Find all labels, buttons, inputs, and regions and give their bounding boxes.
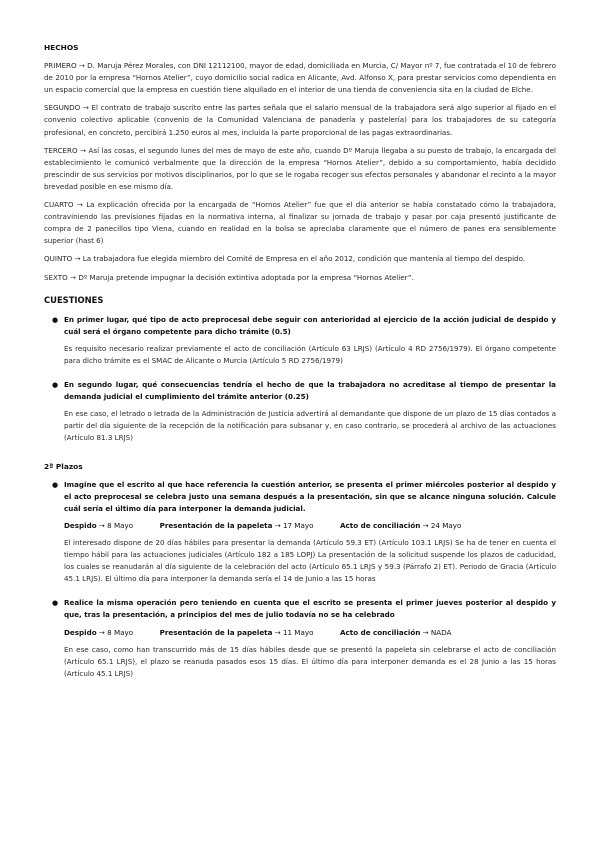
question-4-dates: [44, 627, 556, 639]
question-2-text: En segundo lugar, qué consecuencias tendría el hecho de que la trabajadora no acreditase al tiempo de presentar la demanda judicial el cumplimiento del trámite anterior (0.25): [64, 380, 556, 402]
question-3: [44, 479, 556, 515]
bullet-icon: ●: [52, 315, 59, 324]
answer-1: Es requisito necesario realizar previamente el acto de conciliación (Artículo 63 LRJS) (Artículo 4 RD 2756/1979). El órgano competente para dicho trámite es el SMAC de Alicante o Murcia (Artículo 5 RD 2756/1979): [64, 343, 556, 365]
despido-label: Despido: [64, 627, 97, 637]
question-1-text: En primer lugar, qué tipo de acto preprocesal debe seguir con anterioridad al ejercicio de la acción judicial de despido y cuál será el órgano competente para dicho trámite (0.5): [64, 314, 556, 336]
bullet-icon: ●: [52, 599, 59, 608]
question-4: [44, 597, 556, 621]
answer-4: En ese caso, como han transcurrido más de 15 días hábiles desde que se presentó la papeleta sin celebrarse el acto de conciliación (Artículo 65.1 LRJS), el plazo se reanuda pasados esos 15 días. El último día para interponer demanda es el 28 Junio a las 15 horas (Artículo 45.1 LRJS): [64, 644, 556, 678]
hechos-heading: HECHOS: [44, 43, 79, 52]
question-2: [44, 379, 556, 403]
hecho-primero: PRIMERO → D. Maruja Pérez Morales, con DNI 12112100, mayor de edad, domiciliada en Murcia, C/ Mayor nº 7, fue contratada el 10 de febrero de 2010 por la empresa “Hornos Atelier”, cuyo domicilio social radica en Alicante, Avd. Alfonso X, para prestar servicios como dependienta en un espacio comercial que la empresa en cuestión tiene alquilado en el interior de una tienda de conveniencia sita en la ciudad de Elche.: [44, 61, 556, 95]
hecho-quinto: QUINTO → La trabajadora fue elegida miembro del Comité de Empresa en el año 2012, condición que mantenía al tiempo del despido.: [44, 254, 526, 264]
despido-label: Despido: [64, 520, 97, 530]
despido-value: → 8 Mayo: [98, 627, 134, 637]
acto-value: → NADA: [422, 627, 452, 637]
question-3-dates: [44, 520, 556, 532]
despido-value: → 8 Mayo: [98, 520, 134, 530]
question-1: [44, 314, 556, 338]
papeleta-label: Presentación de la papeleta: [159, 520, 273, 530]
bullet-icon: ●: [52, 480, 59, 489]
acto-label: Acto de conciliación: [340, 520, 421, 530]
hecho-cuarto: CUARTO → La explicación ofrecida por la encargada de “Hornos Atelier” fue que el día anterior se había constatado cómo la trabajadora, contraviniendo las previsiones fijadas en la normativa interna, al finalizar su jornada de trabajo y pasar por caja presentó justificante de compra de 2 panecillos tipo Viena, cuando en realidad en la bolsa se apreciaba claramente que el número de panes era sensiblemente superior (hast 6): [44, 200, 556, 246]
answer-2: En ese caso, el letrado o letrada de la Administración de Justicia advertirá al demandante que dispone de un plazo de 15 días contados a partir del día siguiente de la recepción de la notificación para subsanar y, en caso contrario, se procederá al archivo de las actuaciones (Artículo 81.3 LRJS): [64, 409, 556, 443]
hecho-segundo: SEGUNDO → El contrato de trabajo suscrito entre las partes señala que el salario mensual de la trabajadora será algo superior al fijado en el convenio colectivo aplicable (convenio de la Comunidad Valenciana de panadería y pastelería) para los trabajadores de su categoría profesional, en concreto, percibirá 1.250 euros al mes, incluida la parte proporcional de las pagas extraordinarias.: [44, 103, 556, 137]
answer-3: El interesado dispone de 20 días hábiles para presentar la demanda (Artículo 59.3 ET) (Artículo 103.1 LRJS) Se ha de tener en cuenta el tiempo hábil para las actuaciones judiciales (Artículo 182 a 185 LOPJ) La presentación de la solicitud suspende los plazos de caducidad, los cuales se reanudarán al día siguiente de la celebración del acto (Artículo 65.1 LRJS y 59.3 (Párrafo 2) ET). Periodo de Gracia (Artículo 45.1 LRJS). El último día para interponer la demanda sería el 14 de Junio a las 15 horas: [64, 538, 556, 584]
question-3-text: Imagine que el escrito al que hace referencia la cuestión anterior, se presenta el primer miércoles posterior al despido y el acto preprocesal se celebra justo una semana después a la presentación, sin que se alcance ninguna solución. Calcule cuál sería el último día para interponer la demanda judicial.: [64, 479, 556, 513]
papeleta-value: → 17 Mayo: [274, 520, 314, 530]
plazos-heading: 2ª Plazos: [44, 461, 83, 471]
hecho-sexto: SEXTO → Dº Maruja pretende impugnar la decisión extintiva adoptada por la empresa “Hornos Atelier”.: [44, 272, 414, 282]
bullet-icon: ●: [52, 381, 59, 390]
hecho-tercero: TERCERO → Así las cosas, el segundo lunes del mes de mayo de este año, cuando Dº Maruja llegaba a su puesto de trabajo, la encargada del establecimiento le comunicó verbalmente que la dirección de la empresa “Hornos Atelier”, debido a su comportamiento, había decidido prescindir de sus servicios por motivos disciplinarios, por lo que se le rogaba recoger sus efectos personales y abandonar el recinto a la mayor brevedad posible en ese mismo día.: [44, 145, 556, 191]
papeleta-label: Presentación de la papeleta: [159, 627, 273, 637]
question-4-text: Realice la misma operación pero teniendo en cuenta que el escrito se presenta el primer jueves posterior al despido y que, tras la presentación, a principios del mes de julio todavía no se ha celebrado: [64, 598, 556, 620]
acto-value: → 24 Mayo: [422, 520, 462, 530]
papeleta-value: → 11 Mayo: [274, 627, 314, 637]
cuestiones-heading: CUESTIONES: [44, 294, 104, 305]
acto-label: Acto de conciliación: [340, 627, 421, 637]
